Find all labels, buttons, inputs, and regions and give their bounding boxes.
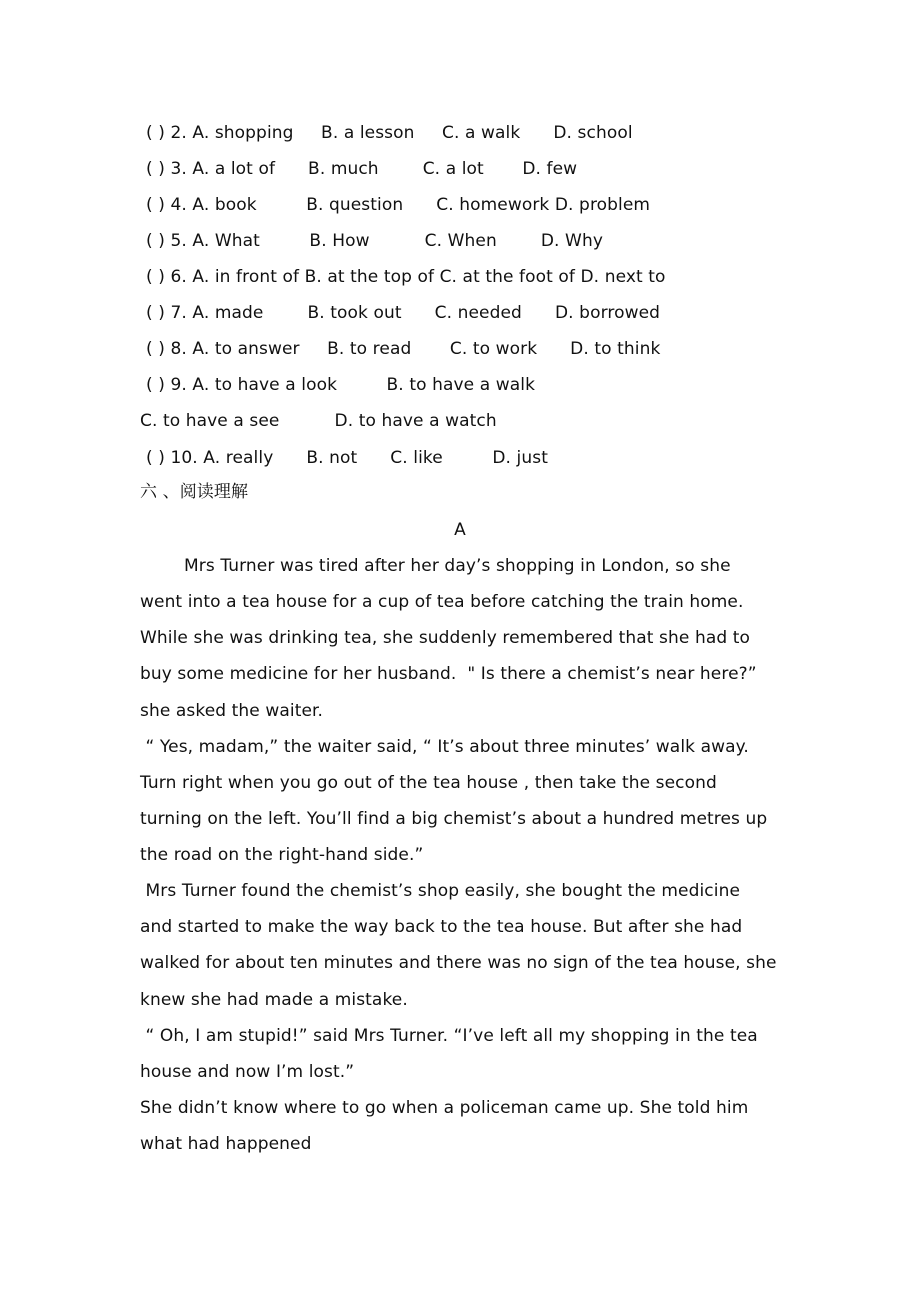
passage-line: turning on the left. You’ll find a big chemist’s about a hundred metres up: [140, 809, 768, 829]
passage-label: A: [454, 520, 466, 540]
passage-line: the road on the right-hand side.”: [140, 845, 424, 865]
passage-line: While she was drinking tea, she suddenly remembered that she had to: [140, 628, 751, 648]
question-5: ( ) 5. A. What B. How C. When D. Why: [146, 231, 603, 251]
passage-line: Mrs Turner was tired after her day’s shopping in London, so she: [140, 556, 731, 576]
question-9-continued: C. to have a see D. to have a watch: [140, 411, 497, 431]
passage-line: She didn’t know where to go when a policeman came up. She told him: [140, 1098, 749, 1118]
passage-line: “ Oh, I am stupid!” said Mrs Turner. “I’ve left all my shopping in the tea: [140, 1026, 758, 1046]
passage-line: Mrs Turner found the chemist’s shop easily, she bought the medicine: [140, 881, 741, 901]
passage-line: walked for about ten minutes and there was no sign of the tea house, she: [140, 953, 777, 973]
question-3: ( ) 3. A. a lot of B. much C. a lot D. few: [146, 159, 578, 179]
passage-line: went into a tea house for a cup of tea before catching the train home.: [140, 592, 744, 612]
question-4: ( ) 4. A. book B. question C. homework D. problem: [146, 195, 651, 215]
passage-line: “ Yes, madam,” the waiter said, “ It’s about three minutes’ walk away.: [140, 737, 749, 757]
passage-line: knew she had made a mistake.: [140, 990, 408, 1010]
question-2: ( ) 2. A. shopping B. a lesson C. a walk D. school: [146, 123, 633, 143]
question-9: ( ) 9. A. to have a look B. to have a walk: [146, 375, 536, 395]
passage-line: buy some medicine for her husband. " Is there a chemist’s near here?”: [140, 664, 757, 684]
passage-line: house and now I’m lost.”: [140, 1062, 355, 1082]
passage-line: she asked the waiter.: [140, 701, 324, 721]
passage-line: Turn right when you go out of the tea house , then take the second: [140, 773, 717, 793]
question-6: ( ) 6. A. in front of B. at the top of C. at the foot of D. next to: [146, 267, 666, 287]
question-7: ( ) 7. A. made B. took out C. needed D. borrowed: [146, 303, 661, 323]
passage-line: what had happened: [140, 1134, 312, 1154]
question-8: ( ) 8. A. to answer B. to read C. to work D. to think: [146, 339, 661, 359]
passage-line: and started to make the way back to the tea house. But after she had: [140, 917, 743, 937]
section-title: 六 、阅读理解: [140, 482, 249, 502]
question-10: ( ) 10. A. really B. not C. like D. just: [146, 448, 548, 468]
